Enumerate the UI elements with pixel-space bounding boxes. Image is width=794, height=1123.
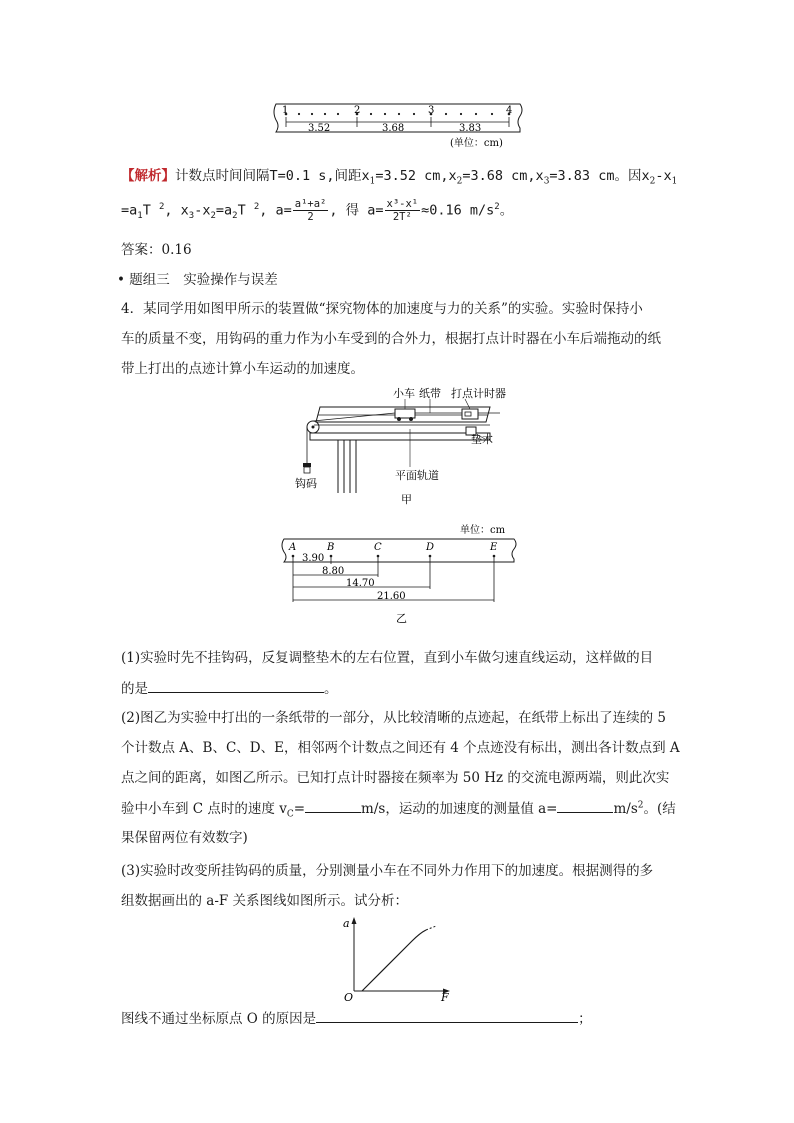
sub1-line-1: (1)实验时先不挂钩码，反复调整垫木的左右位置，直到小车做匀速直线运动，这样做的目 xyxy=(121,650,654,666)
caption-jia: 甲 xyxy=(401,493,412,506)
q4-line-2: 车的质量不变，用钩码的重力作为小车受到的合外力，根据打点计时器在小车后端拖动的纸 xyxy=(121,331,661,347)
tape1-distance-1: 3.52 xyxy=(308,123,331,134)
sub2-line-4: 验中小车到 C 点时的速度 $v_C= m/s$，运动的加速度的测量值 $a= m/s^2$。(结 xyxy=(121,798,676,819)
tape1-point-2: 2 xyxy=(354,105,361,116)
label-car: 小车 xyxy=(393,387,415,400)
caption-yi: 乙 xyxy=(396,612,407,625)
analysis-line-1: 【解析】计数点时间间隔T=0.1 s,间距$x_1=3.52$ $cm,x_2=3.68$ $cm,x_3=3.83$ cm。因$x_2-x_1$ xyxy=(121,168,678,187)
yi-point-C: C xyxy=(374,542,382,553)
answer-blank-3[interactable] xyxy=(316,1008,578,1023)
yi-distance-AC: 8.80 xyxy=(322,566,345,577)
velocity-blank[interactable] xyxy=(305,798,361,813)
acceleration-blank[interactable] xyxy=(557,798,613,813)
fraction-a-result: $\frac{\text{x³-x¹}}{\text{2T²}}$ xyxy=(386,198,419,223)
answer-blank-1[interactable] xyxy=(148,678,324,693)
graph-origin: O xyxy=(344,991,354,1001)
yi-unit: 单位：cm xyxy=(460,525,506,536)
tape1-distance-3: 3.83 xyxy=(459,123,482,134)
tape-figure-yi xyxy=(276,522,522,628)
tape1-point-4: 4 xyxy=(506,105,513,116)
tape1-point-1: 1 xyxy=(282,105,289,116)
q4-line-1: 4．某同学用如图甲所示的装置做“探究物体的加速度与力的关系”的实验。实验时保持小 xyxy=(121,301,643,317)
sub1-line-2: 的是 。 xyxy=(121,678,338,699)
analysis-line-2: $=a_1T$ $^2$, $x_3-x_2=a_2T$ $^2$, a= $\frac{\text{a¹+a²}}{2}$ , 得 a= $\frac{\text{x³-x¹}}{\text{2T²}}$ ≈0.16 $m/s^2$。 xyxy=(121,198,514,223)
tape1-point-3: 3 xyxy=(428,105,435,116)
label-timer: 打点计时器 xyxy=(451,387,506,400)
answer-text: 答案：0.16 xyxy=(121,242,192,258)
fraction-a-average: $\frac{\text{a¹+a²}}{2}$ xyxy=(294,198,327,223)
sub3-line-3: 图线不通过坐标原点 O 的原因是 ； xyxy=(121,1008,592,1029)
yi-distance-AD: 14.70 xyxy=(346,578,375,589)
analysis-tag: 【解析】 xyxy=(121,168,175,184)
yi-distance-AE: 21.60 xyxy=(377,591,406,602)
yi-point-E: E xyxy=(490,542,498,553)
tape1-distance-2: 3.68 xyxy=(382,123,405,134)
yi-distance-AB: 3.90 xyxy=(302,553,325,564)
yi-point-D: D xyxy=(426,542,435,553)
yi-point-A: A xyxy=(289,542,297,553)
label-track: 平面轨道 xyxy=(395,469,439,482)
sub2-line-5: 果保留两位有效数字) xyxy=(121,830,248,846)
group-title: • 题组三 实验操作与误差 xyxy=(117,272,278,288)
sub2-line-1: (2)图乙为实验中打出的一条纸带的一部分，从比较清晰的点迹起，在纸带上标出了连续的 5 xyxy=(121,710,667,726)
tape1-unit: (单位：cm) xyxy=(450,138,503,149)
q4-line-3: 带上打出的点迹计算小车运动的加速度。 xyxy=(121,361,364,377)
label-tape: 纸带 xyxy=(419,387,441,400)
sub3-line-1: (3)实验时改变所挂钩码的质量，分别测量小车在不同外力作用下的加速度。根据测得的多 xyxy=(121,863,654,879)
sub2-line-3: 点之间的距离，如图乙所示。已知打点计时器接在频率为 50 Hz 的交流电源两端，则此次实 xyxy=(121,770,670,786)
tape-figure-1 xyxy=(268,100,530,152)
label-block: 垫木 xyxy=(471,433,493,446)
a-F-graph xyxy=(340,913,460,1001)
apparatus-figure-jia xyxy=(290,385,530,510)
label-weight: 钩码 xyxy=(295,477,317,490)
sub2-line-2: 个计数点 A、B、C、D、E，相邻两个计数点之间还有 4 个点迹没有标出，测出各计数点到 A xyxy=(121,740,680,756)
yi-point-B: B xyxy=(327,542,335,553)
sub3-line-2: 组数据画出的 a-F 关系图线如图所示。试分析： xyxy=(121,893,409,909)
graph-x-label: F xyxy=(441,991,449,1001)
graph-y-label: a xyxy=(343,917,350,930)
